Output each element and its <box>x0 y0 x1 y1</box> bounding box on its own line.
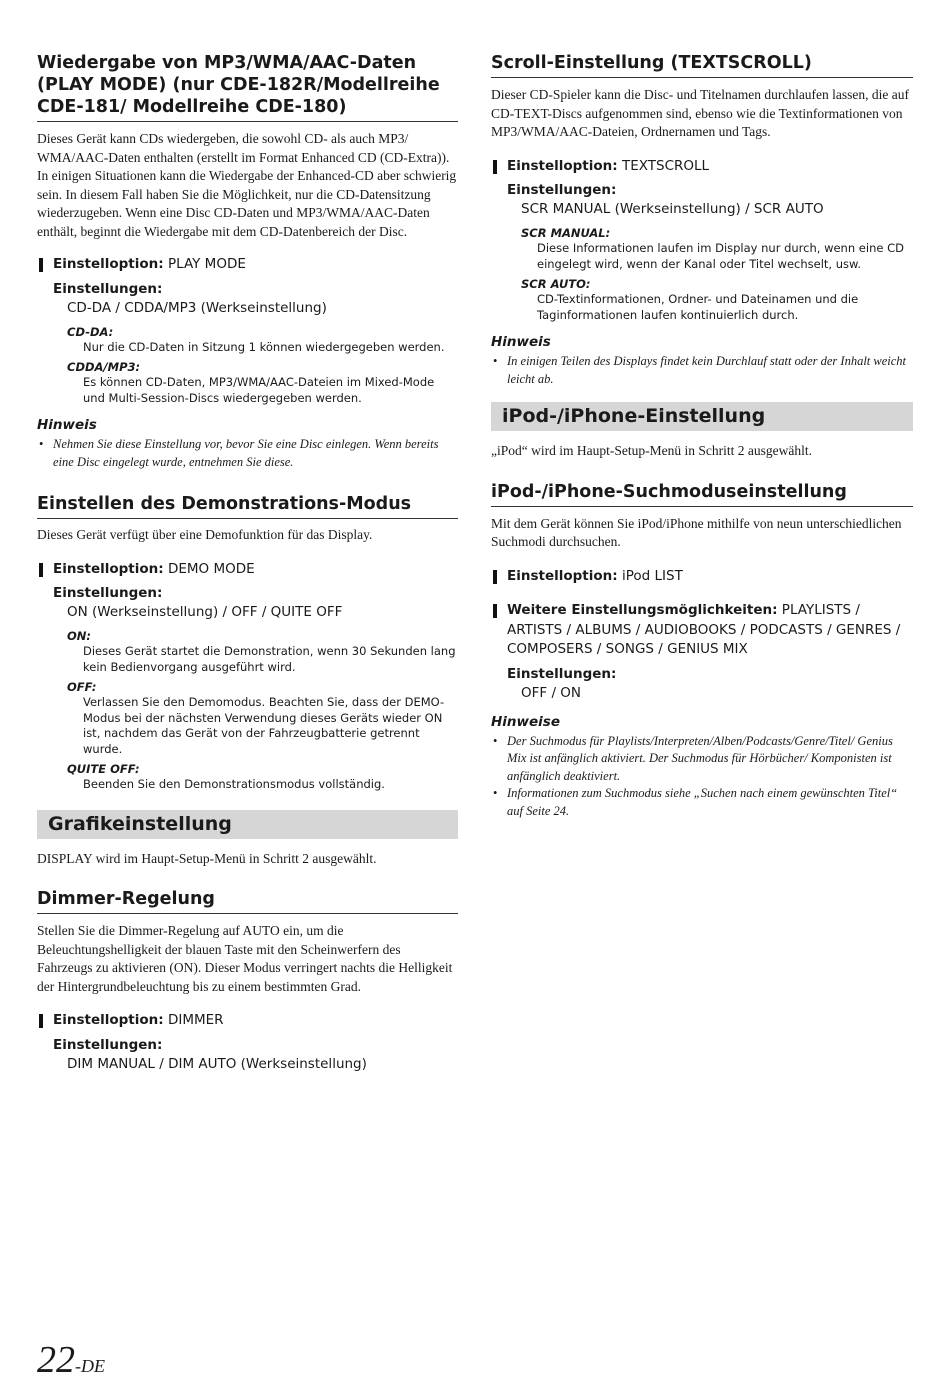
ipod-search-note: • Informationen zum Suchmodus siehe „Suchen nach einem gewünschten Titel“ auf Seite 24. <box>491 785 913 820</box>
scr-manual-desc: Diese Informationen laufen im Display nur durch, wenn eine CD eingelegt wird, wenn der Kanal oder Titel wechselt, usw. <box>537 241 904 271</box>
option-value: TEXTSCROLL <box>621 157 710 174</box>
section-ipod <box>491 402 913 461</box>
section-play-mode <box>37 52 458 471</box>
option-value: PLAY MODE <box>167 256 246 272</box>
dimmer-body: Stellen Sie die Dimmer-Regelung auf AUTO ein, um die Beleuchtungshelligkeit der blauen Taste mit den Scheinwerfern des Fahrzeugs zu aktivieren (ON). Dieser Modus verringert nachts die Helligkeit der Hintergrundbeleuchtung bis zu einem bestimmten Grad. <box>37 923 453 994</box>
option-value: DEMO MODE <box>167 560 255 577</box>
cd-da-desc: Nur die CD-Daten in Sitzung 1 können wiedergegeben werden. <box>83 339 445 354</box>
dimmer-settings-value: DIM MANUAL / DIM AUTO (Werkseinstellung) <box>67 1055 367 1072</box>
cd-da-title: CD-DA: <box>67 324 114 339</box>
option-label: Einstelloption: <box>507 567 618 584</box>
ipod-body: „iPod“ wird im Haupt-Setup-Menü in Schritt 2 ausgewählt. <box>491 443 812 458</box>
ipod-search-settings-label: Einstellungen: <box>507 665 617 682</box>
dimmer-heading: Dimmer-Regelung <box>37 888 458 914</box>
demo-settings-value: ON (Werkseinstellung) / OFF / QUITE OFF <box>67 604 343 620</box>
textscroll-settings-value: SCR MANUAL (Werkseinstellung) / SCR AUTO <box>521 201 824 217</box>
play-mode-settings-label: Einstellungen: <box>53 280 163 297</box>
demo-settings-label: Einstellungen: <box>53 585 163 601</box>
scr-manual-title: SCR MANUAL: <box>521 226 611 240</box>
demo-off-title: OFF: <box>67 680 97 694</box>
textscroll-note: • In einigen Teilen des Displays findet kein Durchlauf statt oder der Inhalt weicht leicht ab. <box>491 353 913 388</box>
ipod-search-note: • Der Suchmodus für Playlists/Interpreten/Alben/Podcasts/Genre/Titel/ Genius Mix ist anfänglich aktiviert. Der Suchmodus für Hörbücher/ Komponisten ist anfänglich deaktiviert. <box>491 733 913 786</box>
right-column <box>491 52 913 820</box>
demo-on-title: ON: <box>67 629 91 643</box>
scr-auto-desc: CD-Textinformationen, Ordner- und Dateinamen und die Taginformationen laufen kontinuierlich durch. <box>537 292 859 322</box>
section-ipod-search <box>491 481 913 821</box>
option-label: Einstelloption: <box>53 560 164 577</box>
page-number-suffix: -DE <box>75 1356 105 1376</box>
ipod-search-body: Mit dem Gerät können Sie iPod/iPhone mithilfe von neun unterschiedlichen Suchmodi durchsuchen. <box>491 515 902 549</box>
grafik-body: DISPLAY wird im Haupt-Setup-Menü in Schritt 2 ausgewählt. <box>37 850 377 866</box>
textscroll-note-heading: Hinweis <box>491 334 551 350</box>
demo-quite-off-desc: Beenden Sie den Demonstrationsmodus vollständig. <box>83 777 385 791</box>
play-mode-note: • Nehmen Sie diese Einstellung vor, bevor Sie eine Disc einlegen. Wenn bereits eine Disc eingelegt wurde, entnehmen Sie diese. <box>37 436 458 471</box>
play-mode-option <box>37 255 458 275</box>
ipod-banner: iPod-/iPhone-Einstellung <box>491 402 913 431</box>
section-dimmer <box>37 888 458 1074</box>
play-mode-body: Dieses Gerät kann CDs wiedergeben, die sowohl CD- als auch MP3/ WMA/AAC-Daten enthalten (erstellt im Format Enhanced CD (CD-Extra)). In einigen Situationen kann die Wiedergabe der Enhanced-CD aber schwierig sein. In diesem Fall haben Sie die Möglichkeit, nur die CD-Datensitzung wiederzugeben. Wenn eine Disc CD-Daten und MP3/WMA/AAC-Daten enthält, beginnt die Wiedergabe mit dem CD-Datenbereich der Disc. <box>37 131 457 239</box>
textscroll-heading: Scroll-Einstellung (TEXTSCROLL) <box>491 52 913 78</box>
demo-on-desc: Dieses Gerät startet die Demonstration, wenn 30 Sekunden lang kein Bedienvorgang ausgeführt wird. <box>83 644 456 674</box>
demo-off-desc: Verlassen Sie den Demomodus. Beachten Sie, dass der DEMO-Modus bei der nächsten Verwendung dieses Geräts wieder ON ist, nachdem das Gerät von der Fahrzeugbatterie getrennt wurde. <box>83 695 445 756</box>
more-options-value: PLAYLISTS / ARTISTS / ALBUMS / AUDIOBOOKS / PODCASTS / GENRES / COMPOSERS / SONGS / GENIUS MIX <box>507 602 901 657</box>
left-column <box>37 52 458 1074</box>
ipod-search-heading: iPod-/iPhone-Suchmoduseinstellung <box>491 481 913 507</box>
ipod-search-option <box>491 567 913 587</box>
dimmer-option <box>37 1011 458 1031</box>
option-value: DIMMER <box>167 1012 224 1028</box>
cdda-mp3-title: CDDA/MP3: <box>67 360 141 374</box>
section-demo-mode <box>37 493 458 793</box>
textscroll-option <box>491 157 913 177</box>
textscroll-settings-label: Einstellungen: <box>507 182 617 198</box>
ipod-search-more-options <box>491 601 913 660</box>
option-label: Einstelloption: <box>507 157 618 174</box>
dimmer-settings-label: Einstellungen: <box>53 1036 163 1053</box>
page-number-value: 22 <box>37 1339 75 1376</box>
play-mode-settings-value: CD-DA / CDDA/MP3 (Werkseinstellung) <box>67 299 327 316</box>
play-mode-note-heading: Hinweis <box>37 417 97 433</box>
demo-body: Dieses Gerät verfügt über eine Demofunktion für das Display. <box>37 527 373 542</box>
more-options-label: Weitere Einstellungsmöglichkeiten: <box>507 602 778 618</box>
grafik-banner: Grafikeinstellung <box>37 810 458 839</box>
ipod-search-notes-heading: Hinweise <box>491 713 560 730</box>
cdda-mp3-desc: Es können CD-Daten, MP3/WMA/AAC-Dateien im Mixed-Mode und Multi-Session-Discs wiedergegeben werden. <box>83 375 435 405</box>
textscroll-body: Dieser CD-Spieler kann die Disc- und Titelnamen durchlaufen lassen, die auf CD-TEXT-Discs aufgenommen sind, ebenso wie die Textinformationen von MP3/WMA/AAC-Dateien, Ordnernamen und Tags. <box>491 87 910 139</box>
option-label: Einstelloption: <box>53 256 164 272</box>
demo-quite-off-title: QUITE OFF: <box>67 762 140 776</box>
play-mode-heading: Wiedergabe von MP3/WMA/AAC-Daten (PLAY MODE) (nur CDE-182R/Modellreihe CDE-181/ Modellreihe CDE-180) <box>37 52 458 122</box>
page-number <box>37 1340 105 1376</box>
section-grafik <box>37 810 458 869</box>
option-label: Einstelloption: <box>53 1012 164 1028</box>
option-value: iPod LIST <box>621 567 683 584</box>
demo-option <box>37 560 458 580</box>
demo-heading: Einstellen des Demonstrations-Modus <box>37 493 458 519</box>
scr-auto-title: SCR AUTO: <box>521 277 591 291</box>
ipod-search-settings-value: OFF / ON <box>521 684 582 701</box>
section-textscroll <box>491 52 913 388</box>
